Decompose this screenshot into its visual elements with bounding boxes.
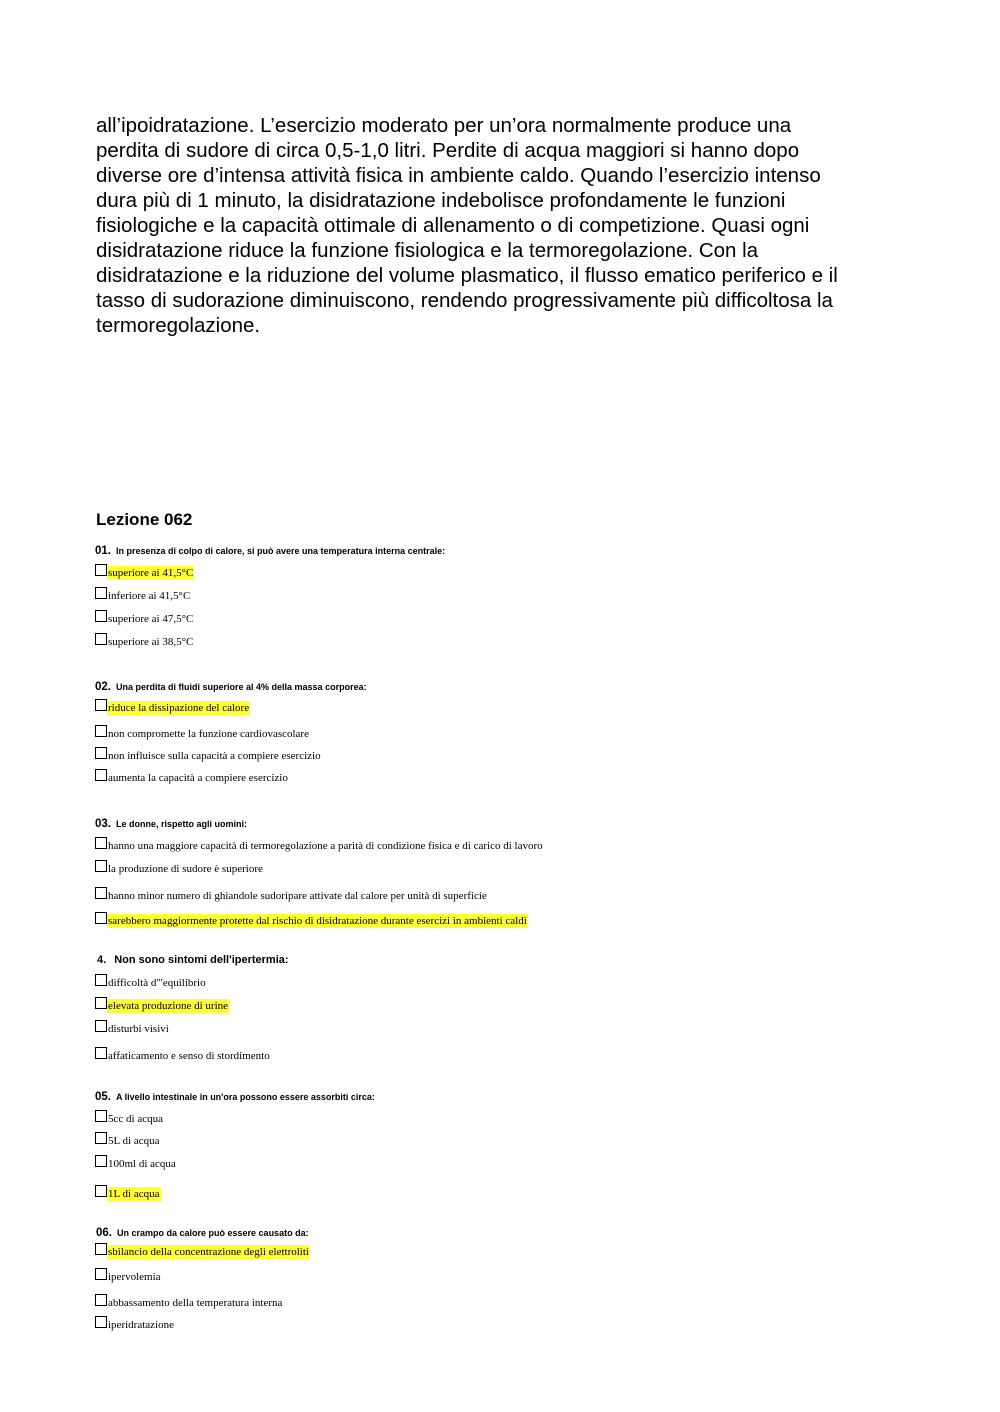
- question-number: 01.: [95, 545, 111, 557]
- answer-label: superiore ai 47,5°C: [108, 613, 194, 625]
- question-number: 03.: [95, 818, 111, 830]
- checkbox-icon[interactable]: [95, 699, 107, 711]
- checkbox-icon[interactable]: [95, 1155, 107, 1167]
- answer-option[interactable]: [95, 587, 191, 605]
- answer-label: 5L di acqua: [108, 1135, 160, 1147]
- checkbox-icon[interactable]: [95, 1020, 107, 1032]
- question-text: Non sono sintomi dell'ipertermia:: [114, 954, 289, 966]
- checkbox-icon[interactable]: [95, 633, 107, 645]
- answer-option[interactable]: [95, 1268, 162, 1286]
- checkbox-icon[interactable]: [95, 860, 107, 872]
- question-text: Le donne, rispetto agli uomini:: [116, 819, 248, 829]
- checkbox-icon[interactable]: [95, 1243, 107, 1255]
- answer-option[interactable]: [95, 860, 264, 878]
- answer-option[interactable]: [95, 769, 289, 787]
- checkbox-icon[interactable]: [95, 887, 107, 899]
- question-text: A livello intestinale in un'ora possono essere assorbiti circa:: [116, 1092, 375, 1102]
- page-header-mark: · · · ·: [496, 0, 504, 3]
- answer-option[interactable]: [95, 974, 207, 992]
- checkbox-icon[interactable]: [95, 1268, 107, 1280]
- checkbox-icon[interactable]: [95, 1294, 107, 1306]
- question-number: 4.: [97, 954, 107, 966]
- question-text: Una perdita di fluidi superiore al 4% della massa corporea:: [116, 682, 367, 692]
- answer-option[interactable]: [95, 837, 544, 855]
- answer-option[interactable]: [95, 1294, 283, 1312]
- answer-option[interactable]: [95, 610, 194, 628]
- answer-label: superiore ai 38,5°C: [108, 636, 194, 648]
- checkbox-icon[interactable]: [95, 837, 107, 849]
- checkbox-icon[interactable]: [95, 974, 107, 986]
- answer-option[interactable]: [95, 1316, 175, 1334]
- answer-label: inferiore ai 41,5°C: [108, 590, 191, 602]
- checkbox-icon[interactable]: [95, 610, 107, 622]
- answer-option[interactable]: [95, 997, 229, 1015]
- answer-label: affaticamento e senso di stordimento: [108, 1050, 270, 1062]
- question-header: [96, 1223, 309, 1241]
- answer-label: hanno minor numero di ghiandole sudoripare attivate dal calore per unità di superficie: [108, 890, 487, 902]
- answer-label: ipervolemia: [108, 1271, 161, 1283]
- checkbox-icon[interactable]: [95, 1132, 107, 1144]
- question-header: [95, 814, 247, 832]
- question-header: [97, 950, 289, 968]
- checkbox-icon[interactable]: [95, 1110, 107, 1122]
- answer-option[interactable]: [95, 1132, 161, 1150]
- checkbox-icon[interactable]: [95, 1047, 107, 1059]
- answer-option[interactable]: [95, 1110, 164, 1128]
- intro-paragraph: all’ipoidratazione. L’esercizio moderato per un’ora normalmente produce una perdita di sudore di circa 0,5-1,0 litri. Perdite di acqua maggiori si hanno dopo diverse ore d’intensa attività fisica in ambiente caldo. Quando l’esercizio intenso dura più di 1 minuto, la disidratazione indebolisce profondamente le funzioni fisiologiche e la capacità ottimale di allenamento o di competizione. Quasi ogni disidratazione riduce la funzione fisiologica e la termoregolazione. Con la disidratazione e la riduzione del volume plasmatico, il flusso ematico periferico e il tasso di sudorazione diminuiscono, rendendo progressivamente più difficoltosa la termoregolazione.: [96, 114, 838, 337]
- question-number: 06.: [96, 1227, 112, 1239]
- answer-label: iperidratazione: [108, 1319, 174, 1331]
- answer-label: disturbi visivi: [108, 1023, 169, 1035]
- question-header: [95, 677, 367, 695]
- answer-label: superiore ai 41,5°C: [108, 567, 194, 579]
- checkbox-icon[interactable]: [95, 587, 107, 599]
- answer-option[interactable]: [95, 1047, 271, 1065]
- checkbox-icon[interactable]: [95, 912, 107, 924]
- checkbox-icon[interactable]: [95, 725, 107, 737]
- answer-label: 100ml di acqua: [108, 1158, 176, 1170]
- answer-label: sbilancio della concentrazione degli elettroliti: [108, 1246, 309, 1258]
- question-number: 05.: [95, 1091, 111, 1103]
- checkbox-icon[interactable]: [95, 564, 107, 576]
- answer-option[interactable]: [95, 1185, 161, 1203]
- answer-label: 5cc di acqua: [108, 1113, 163, 1125]
- question-number: 02.: [95, 681, 111, 693]
- answer-option[interactable]: [95, 912, 528, 930]
- answer-label: sarebbero maggiormente protette dal rischio di disidratazione durante esercizi in ambienti caldi: [108, 915, 527, 927]
- answer-label: abbassamento della temperatura interna: [108, 1297, 283, 1309]
- answer-option[interactable]: [95, 1243, 310, 1261]
- checkbox-icon[interactable]: [95, 769, 107, 781]
- answer-option[interactable]: [95, 725, 310, 743]
- checkbox-icon[interactable]: [95, 1185, 107, 1197]
- answer-label: difficoltà d'"equilibrio: [108, 977, 206, 989]
- question-text: In presenza di colpo di calore, si può avere una temperatura interna centrale:: [116, 546, 446, 556]
- answer-option[interactable]: [95, 1155, 177, 1173]
- answer-label: 1L di acqua: [108, 1188, 160, 1200]
- answer-label: la produzione di sudore è superiore: [108, 863, 263, 875]
- answer-label: aumenta la capacità a compiere esercizio: [108, 772, 288, 784]
- answer-label: non compromette la funzione cardiovascolare: [108, 728, 309, 740]
- answer-label: riduce la dissipazione del calore: [108, 702, 250, 714]
- checkbox-icon[interactable]: [95, 1316, 107, 1328]
- answer-label: non influisce sulla capacità a compiere esercizio: [108, 750, 321, 762]
- question-text: Un crampo da calore può essere causato da:: [117, 1228, 309, 1238]
- answer-label: hanno una maggiore capacità di termoregolazione a parità di condizione fisica e di carico di lavoro: [108, 840, 543, 852]
- checkbox-icon[interactable]: [95, 997, 107, 1009]
- answer-option[interactable]: [95, 699, 250, 717]
- answer-option[interactable]: [95, 564, 194, 582]
- question-header: [95, 1087, 375, 1105]
- lesson-title: Lezione 062: [96, 510, 193, 529]
- answer-label: elevata produzione di urine: [108, 1000, 229, 1012]
- answer-option[interactable]: [95, 1020, 170, 1038]
- answer-option[interactable]: [95, 887, 488, 905]
- answer-option[interactable]: [95, 633, 194, 651]
- checkbox-icon[interactable]: [95, 747, 107, 759]
- answer-option[interactable]: [95, 747, 322, 765]
- question-header: [95, 541, 445, 559]
